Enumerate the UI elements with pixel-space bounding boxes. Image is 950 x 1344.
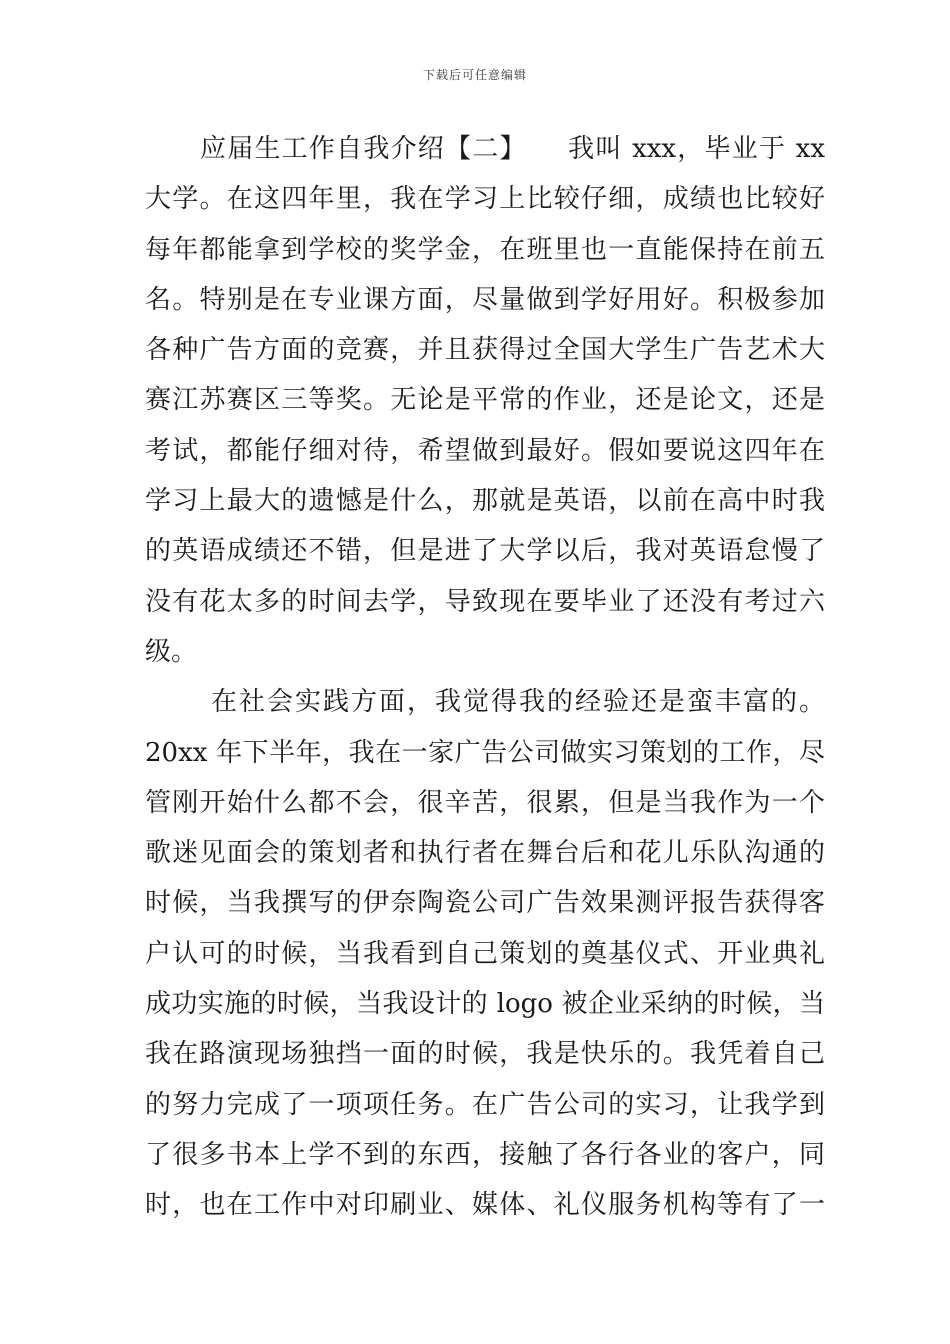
text-line: 赛江苏赛区三等奖。无论是平常的作业，还是论文，还是 <box>145 385 825 416</box>
text-line: 户认可的时候，当我看到自己策划的奠基仪式、开业典礼 <box>145 938 825 969</box>
text-line: 没有花太多的时间去学，导致现在要毕业了还没有考过六 <box>145 586 825 617</box>
text-line: 的努力完成了一项项任务。在广告公司的实习，让我学到 <box>145 1089 825 1120</box>
text-line: 时候，当我撰写的伊奈陶瓷公司广告效果测评报告获得客 <box>145 888 825 919</box>
text-line: 大学。在这四年里，我在学习上比较仔细，成绩也比较好 <box>145 184 825 215</box>
text-line: 时，也在工作中对印刷业、媒体、礼仪服务机构等有了一 <box>145 1190 825 1221</box>
text-line: 我在路演现场独挡一面的时候，我是快乐的。我凭着自己 <box>145 1039 825 1070</box>
text-line: 歌迷见面会的策划者和执行者在舞台后和花儿乐队沟通的 <box>145 838 825 869</box>
text-line: 各种广告方面的竞赛，并且获得过全国大学生广告艺术大 <box>145 335 825 366</box>
page-header-note: 下载后可任意编辑 <box>422 68 527 82</box>
text-line: 在社会实践方面，我觉得我的经验还是蛮丰富的。 <box>211 687 828 718</box>
text-line: 的英语成绩还不错，但是进了大学以后，我对英语怠慢了 <box>145 536 825 567</box>
text-line: 管刚开始什么都不会，很辛苦，很累，但是当我作为一个 <box>145 787 825 818</box>
document-body <box>145 124 828 1231</box>
text-line: 成功实施的时候，当我设计的 logo 被企业采纳的时候，当 <box>145 989 825 1020</box>
text-line: 了很多书本上学不到的东西，接触了各行各业的客户，同 <box>145 1139 825 1170</box>
text-line: 级。 <box>145 636 198 667</box>
text-line: 每年都能拿到学校的奖学金，在班里也一直能保持在前五 <box>145 234 825 265</box>
text-line: 名。特别是在专业课方面，尽量做到学好用好。积极参加 <box>145 284 825 315</box>
text-line: 学习上最大的遗憾是什么，那就是英语，以前在高中时我 <box>145 486 825 517</box>
text-line: 应届生工作自我介绍【二】 我叫 xxx，毕业于 xx <box>200 134 825 164</box>
text-line: 20xx 年下半年，我在一家广告公司做实习策划的工作，尽 <box>145 737 825 768</box>
text-line: 考试，都能仔细对待，希望做到最好。假如要说这四年在 <box>145 435 825 466</box>
